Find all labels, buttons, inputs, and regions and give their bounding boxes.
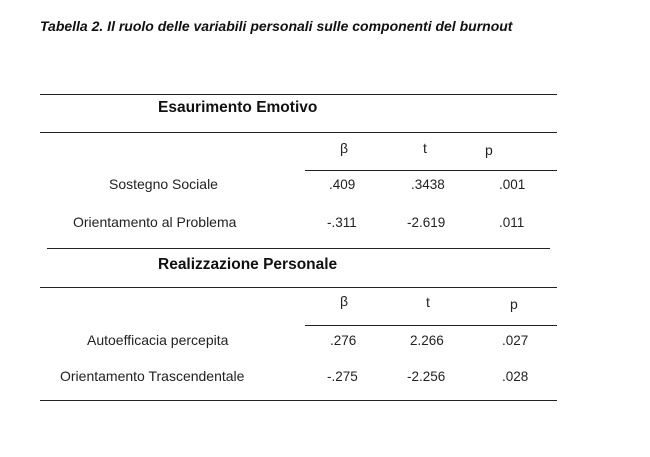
section2-title-rule — [40, 287, 557, 288]
row-t: -2.619 — [407, 215, 446, 230]
row-label: Orientamento Trascendentale — [60, 368, 245, 384]
row-beta: -.311 — [327, 215, 357, 230]
row-t: 2.266 — [410, 333, 444, 348]
row-label: Sostegno Sociale — [109, 176, 218, 192]
row-beta: -.275 — [327, 369, 358, 384]
row-t: -2.256 — [407, 369, 446, 384]
row-label: Orientamento al Problema — [73, 214, 237, 230]
row-p: .011 — [499, 215, 525, 230]
top-rule — [40, 94, 557, 95]
row-beta: .409 — [329, 177, 356, 192]
row-p: .028 — [502, 369, 529, 384]
section2-header-beta: β — [340, 293, 349, 309]
section2-header-p: p — [510, 296, 518, 312]
section2-header-rule — [305, 325, 557, 326]
section-title-realizzazione: Realizzazione Personale — [158, 256, 338, 273]
row-p: .027 — [502, 333, 529, 348]
row-beta: .276 — [330, 333, 357, 348]
row-p: .001 — [499, 177, 526, 192]
row-t: .3438 — [411, 177, 445, 192]
section1-header-t: t — [423, 140, 427, 156]
bottom-rule — [40, 400, 557, 401]
section-title-esaurimento: Esaurimento Emotivo — [158, 99, 318, 116]
section1-title-rule — [40, 132, 557, 133]
section2-header-t: t — [426, 294, 430, 310]
section1-header-rule — [305, 170, 557, 171]
section1-header-p: p — [485, 142, 493, 158]
section-divider — [47, 248, 550, 249]
row-label: Autoefficacia percepita — [87, 332, 229, 348]
section1-header-beta: β — [340, 140, 349, 156]
table-caption: Tabella 2. Il ruolo delle variabili personali sulle componenti del burnout — [40, 18, 513, 34]
